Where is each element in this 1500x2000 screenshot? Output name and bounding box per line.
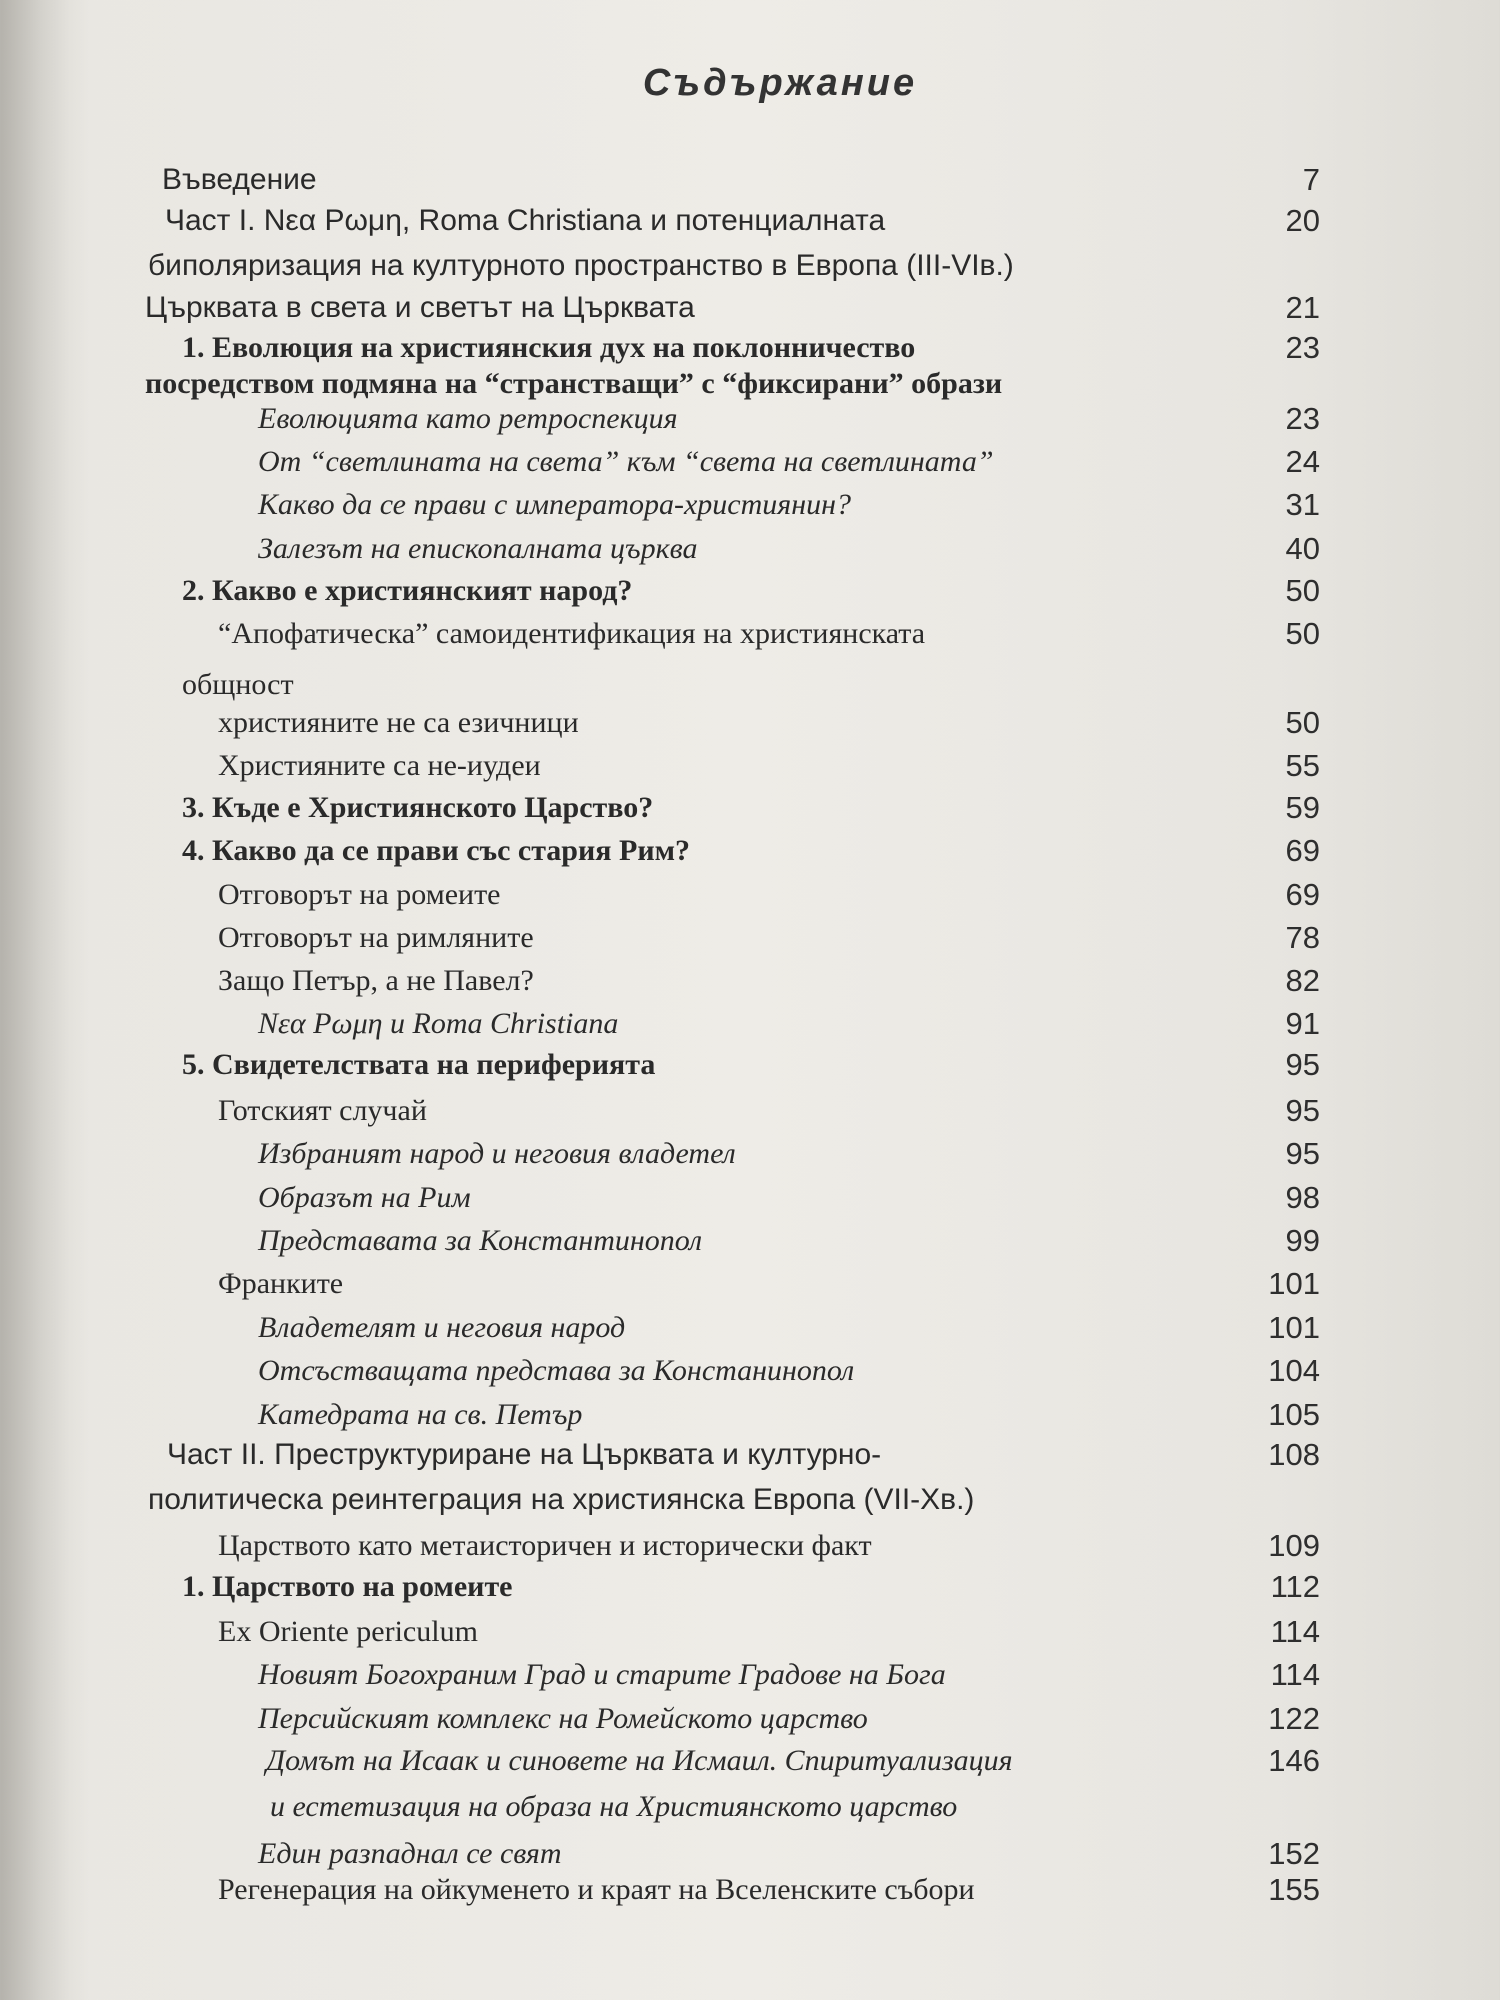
toc-entry-text: 5. Свидетелствата на периферията xyxy=(182,1048,656,1081)
toc-entry-text: Домът на Исаак и синовете на Исмаил. Спиритуализация xyxy=(266,1744,1013,1777)
toc-entry xyxy=(140,1653,1320,1697)
toc-entry-page: 21 xyxy=(1285,290,1320,325)
toc-entry xyxy=(140,701,1320,745)
toc-entry-page: 98 xyxy=(1285,1180,1320,1215)
toc-entry xyxy=(140,744,1320,788)
toc-entry-page: 155 xyxy=(1268,1872,1320,1907)
toc-entry-page: 31 xyxy=(1285,487,1320,522)
toc-entry-text: Църквата в света и светът на Църквата xyxy=(145,291,695,324)
toc-entry xyxy=(140,1478,1320,1522)
toc-entry-page: 105 xyxy=(1268,1397,1320,1432)
toc-entry-text: Какво да се прави с императора-християнин? xyxy=(258,488,851,521)
toc-entry-text: Регенерация на ойкуменето и краят на Вселенските събори xyxy=(218,1873,975,1906)
toc-entry-text: Νεα Ρωμη и Roma Christiana xyxy=(258,1007,619,1040)
toc-entry xyxy=(140,1524,1320,1568)
toc-entry xyxy=(140,158,1320,202)
toc-entry xyxy=(140,786,1320,830)
toc-entry-page: 152 xyxy=(1268,1836,1320,1871)
toc-entry-text: Катедрата на св. Петър xyxy=(258,1398,583,1431)
toc-entry-text: посредством подмяна на “странстващи” с “фиксирани” образи xyxy=(145,367,1003,400)
page-title: Съдържание xyxy=(642,62,918,104)
toc-entry-text: Отговорът на римляните xyxy=(218,921,534,954)
toc-entry xyxy=(140,397,1320,441)
toc-entry-page: 95 xyxy=(1285,1047,1320,1082)
toc-entry-page: 101 xyxy=(1268,1266,1320,1301)
toc-entry-page: 95 xyxy=(1285,1136,1320,1171)
toc-entry xyxy=(140,1785,1320,1829)
toc-entry-text: Ex Oriente periculum xyxy=(218,1615,478,1648)
toc-entry-text: Отсъстващата представа за Констанинопол xyxy=(258,1354,855,1387)
toc-entry-text: 3. Къде е Християнското Царство? xyxy=(182,791,654,824)
toc-entry-text: Отговорът на ромеите xyxy=(218,878,501,911)
toc-entry-text: “Апофатическа” самоидентификация на християнската xyxy=(218,617,926,650)
toc-entry-text: Един разпаднал се свят xyxy=(258,1837,562,1870)
toc-entry-page: 114 xyxy=(1270,1657,1320,1692)
toc-entry-page: 7 xyxy=(1302,162,1320,197)
toc-entry-page: 20 xyxy=(1285,203,1320,238)
toc-entry-text: Новият Богохраним Град и старите Градове на Бога xyxy=(258,1658,946,1691)
toc-entry-page: 50 xyxy=(1285,616,1320,651)
toc-entry-text: 1. Еволюция на християнския дух на поклонничество xyxy=(182,331,916,364)
toc-entry xyxy=(140,1610,1320,1654)
toc-entry-page: 59 xyxy=(1285,790,1320,825)
toc-entry xyxy=(140,1697,1320,1741)
toc-entry-page: 91 xyxy=(1285,1006,1320,1041)
toc-entry xyxy=(140,1739,1320,1783)
toc-entry-page: 95 xyxy=(1285,1093,1320,1128)
toc-entry-text: Част II. Преструктуриране на Църквата и културно- xyxy=(167,1438,882,1471)
toc-entry-page: 23 xyxy=(1285,401,1320,436)
toc-entry xyxy=(140,829,1320,873)
toc-entry xyxy=(140,483,1320,527)
toc-entry xyxy=(140,1262,1320,1306)
toc-entry xyxy=(140,1565,1320,1609)
toc-entry-page: 55 xyxy=(1285,748,1320,783)
toc-entry-page: 114 xyxy=(1270,1614,1320,1649)
toc-entry xyxy=(140,1868,1320,1912)
toc-entry-page: 23 xyxy=(1285,330,1320,365)
toc-entry xyxy=(140,1349,1320,1393)
toc-entry xyxy=(140,959,1320,1003)
toc-entry xyxy=(140,569,1320,613)
toc-entry-text: Еволюцията като ретроспекция xyxy=(258,402,678,435)
toc-entry xyxy=(140,612,1320,656)
toc-entry-page: 69 xyxy=(1285,877,1320,912)
toc-entry xyxy=(140,440,1320,484)
toc-entry xyxy=(140,286,1320,330)
toc-entry-page: 50 xyxy=(1285,573,1320,608)
toc-entry xyxy=(140,1393,1320,1437)
toc-entry-page: 146 xyxy=(1268,1743,1320,1778)
toc-entry-text: Въведение xyxy=(162,163,317,196)
toc-entry-text: Залезът на епископалната църква xyxy=(258,532,698,565)
toc-entry xyxy=(140,527,1320,571)
toc-entry-page: 104 xyxy=(1268,1353,1320,1388)
toc-entry-page: 99 xyxy=(1285,1223,1320,1258)
toc-entry-text: Защо Петър, а не Павел? xyxy=(218,964,534,997)
toc-entry-text: Част I. Νεα Ρωμη, Roma Christiana и потенциалната xyxy=(165,204,886,237)
toc-entry-page: 50 xyxy=(1285,705,1320,740)
toc-entry-text: Избраният народ и неговия владетел xyxy=(258,1137,736,1170)
toc-entry-text: общност xyxy=(182,668,294,701)
toc-entry xyxy=(140,1089,1320,1133)
toc-entry xyxy=(140,916,1320,960)
toc-entry xyxy=(140,199,1320,243)
toc-entry-page: 109 xyxy=(1268,1528,1320,1563)
toc-entry-page: 69 xyxy=(1285,833,1320,868)
toc-entry xyxy=(140,873,1320,917)
toc-entry xyxy=(140,1002,1320,1046)
toc-entry-page: 108 xyxy=(1268,1437,1320,1472)
toc-entry xyxy=(140,1219,1320,1263)
toc-entry-text: Готският случай xyxy=(218,1094,427,1127)
toc-entry xyxy=(140,1132,1320,1176)
toc-entry-text: Царството като метаисторичен и исторически факт xyxy=(218,1529,872,1562)
toc-entry-text: Образът на Рим xyxy=(258,1181,471,1214)
toc-entry xyxy=(140,1176,1320,1220)
toc-entry-page: 122 xyxy=(1268,1701,1320,1736)
toc-entry-text: християните не са езичници xyxy=(218,706,579,739)
toc-entry-text: Франките xyxy=(218,1267,344,1300)
toc-entry xyxy=(140,244,1320,288)
toc-entry-page: 40 xyxy=(1285,531,1320,566)
toc-entry-page: 78 xyxy=(1285,920,1320,955)
toc-entry xyxy=(140,1043,1320,1087)
toc-entry-text: 4. Какво да се прави със стария Рим? xyxy=(182,834,691,867)
toc-entry-text: Персийският комплекс на Ромейското царство xyxy=(258,1702,868,1735)
toc-entry-text: От “светлината на света” към “света на светлината” xyxy=(258,445,994,478)
toc-entry-text: Християните са не-иудеи xyxy=(218,749,541,782)
toc-entry-text: политическа реинтеграция на християнска Европа (VII-Хв.) xyxy=(148,1483,975,1516)
toc-entry-text: 2. Какво е християнският народ? xyxy=(182,574,633,607)
toc-entry-page: 101 xyxy=(1268,1310,1320,1345)
toc-entry-text: Владетелят и неговия народ xyxy=(258,1311,626,1344)
toc-entry xyxy=(140,1433,1320,1477)
toc-entry-text: Представата за Константинопол xyxy=(258,1224,703,1257)
toc-entry xyxy=(140,1306,1320,1350)
toc-entry-page: 24 xyxy=(1285,444,1320,479)
toc-entry-text: биполяризация на културното пространство в Европа (III-VIв.) xyxy=(148,249,1014,282)
toc-entry-text: и естетизация на образа на Християнското царство xyxy=(270,1790,958,1823)
toc-entry-page: 82 xyxy=(1285,963,1320,998)
toc-entry-text: 1. Царството на ромеите xyxy=(182,1570,513,1603)
toc-entry-page: 112 xyxy=(1270,1569,1320,1604)
